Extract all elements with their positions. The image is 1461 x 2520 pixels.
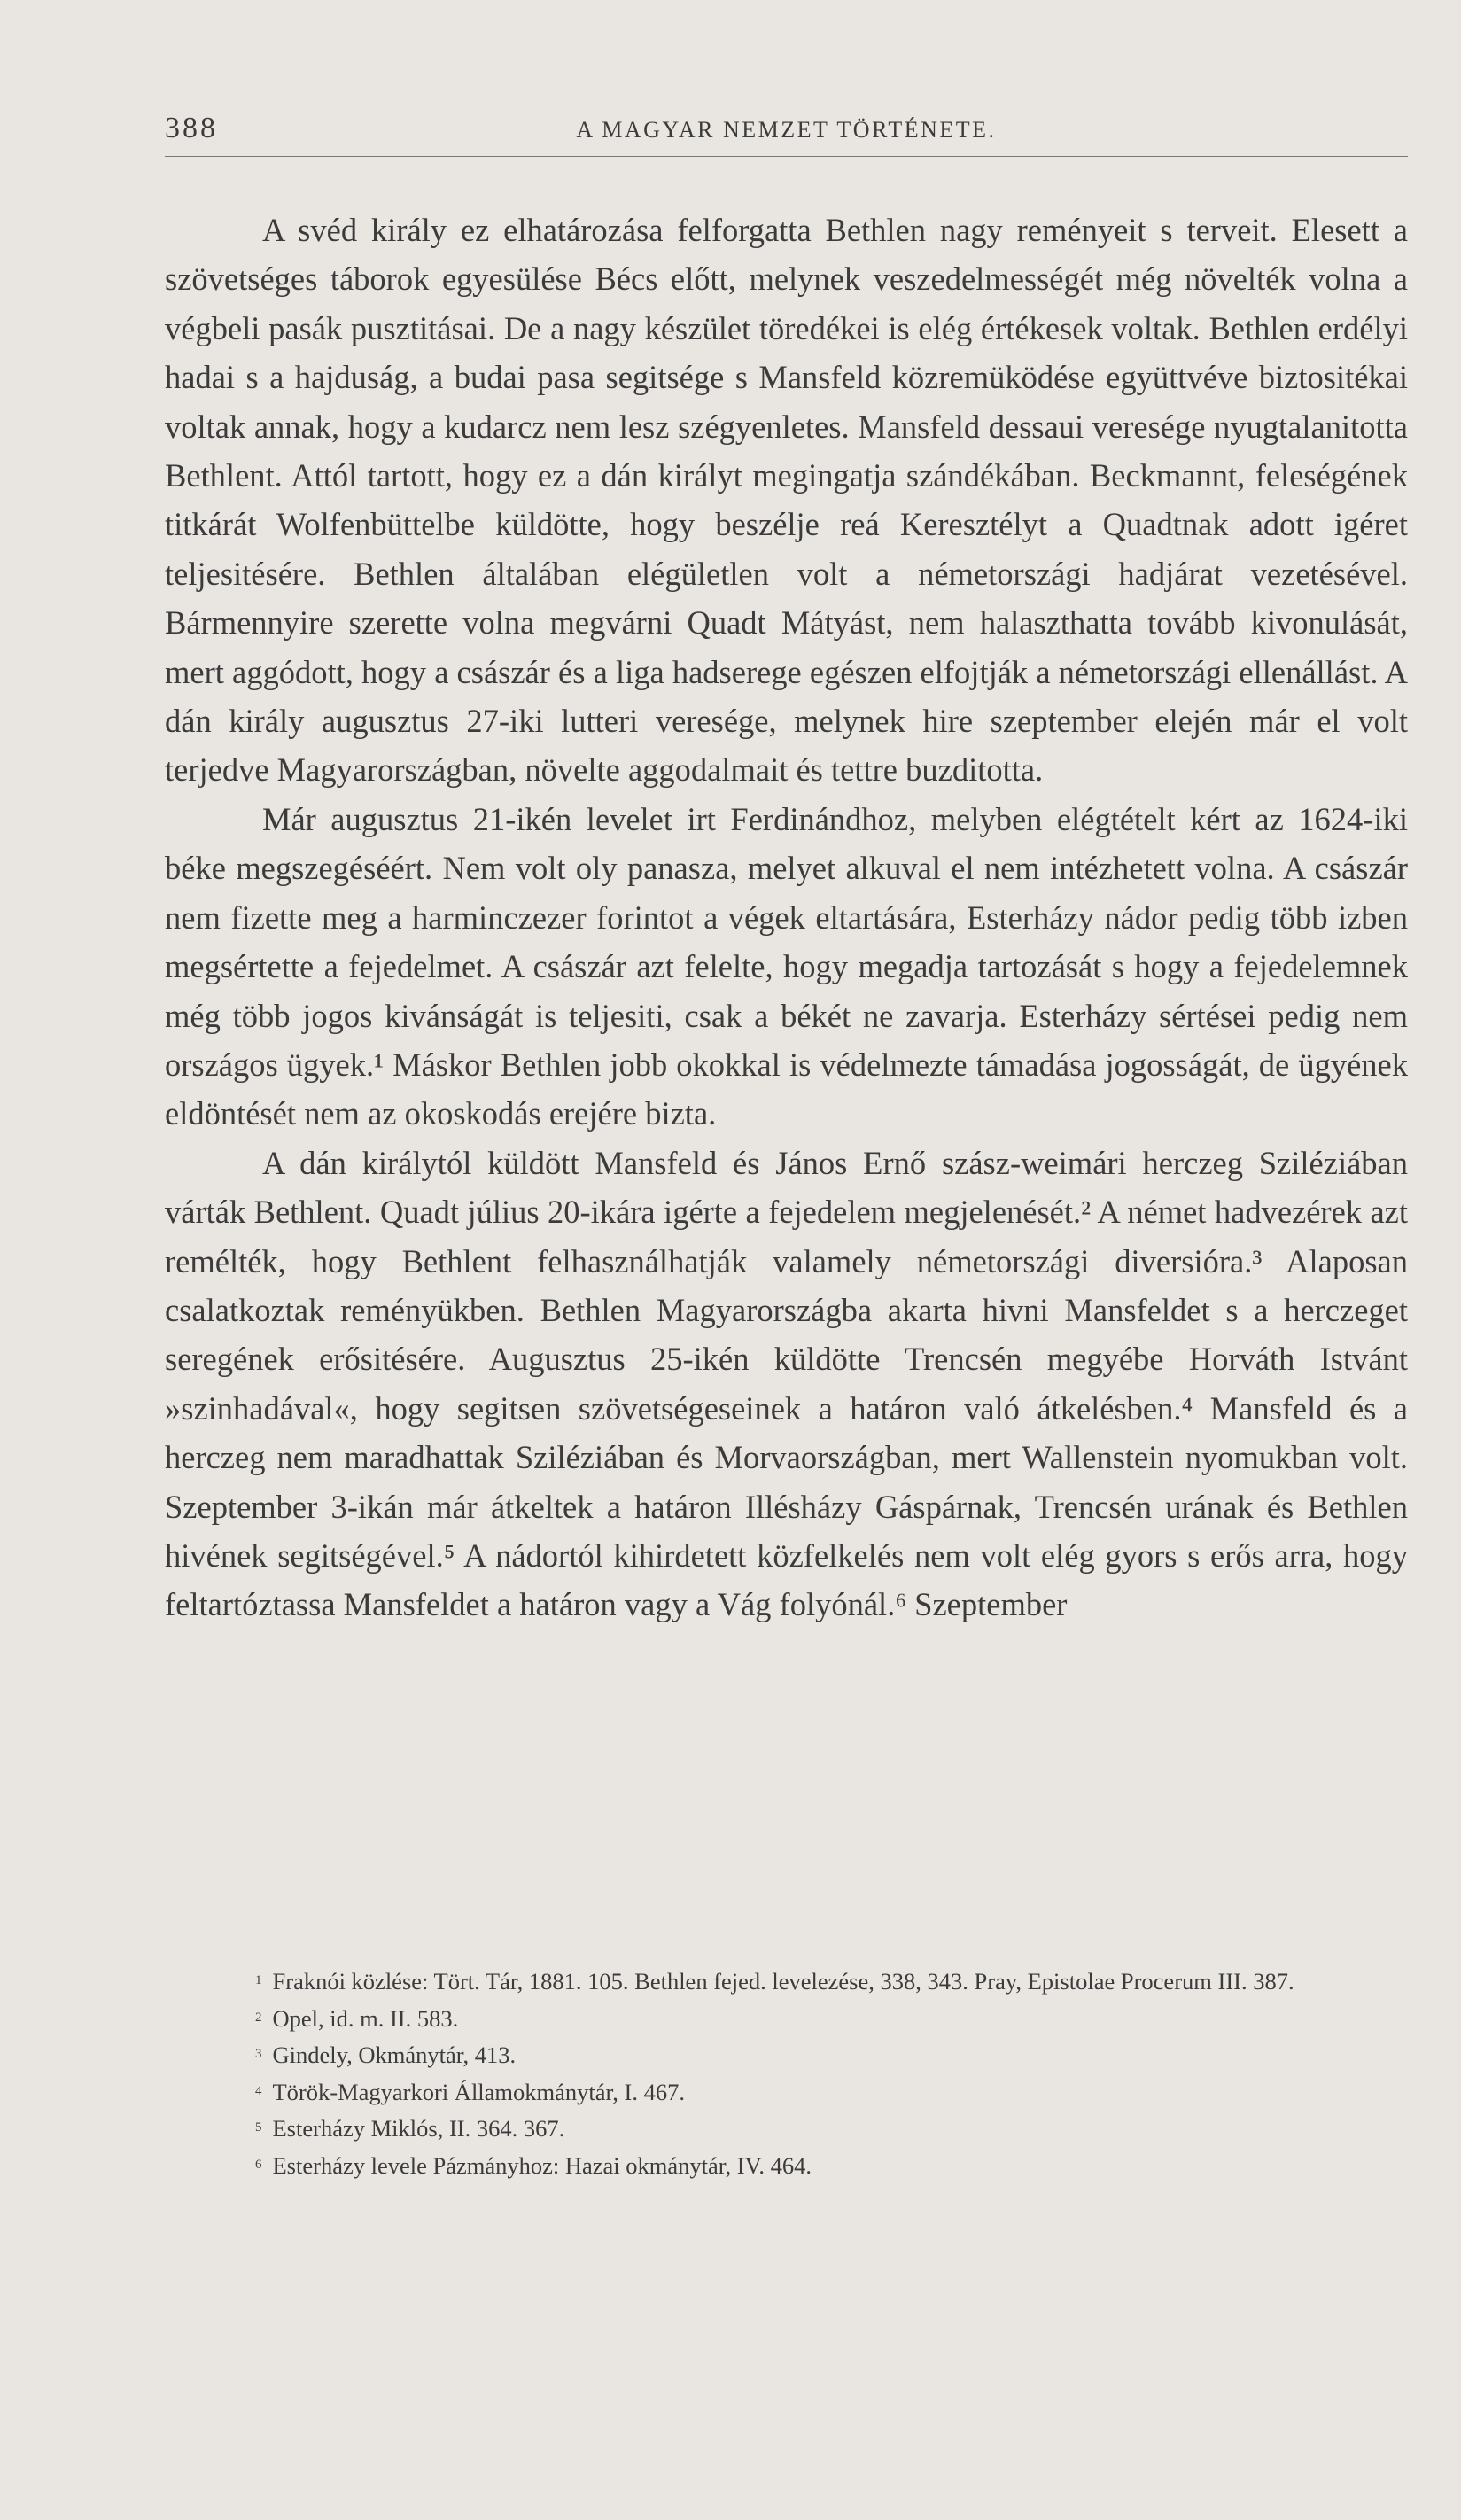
main-text bbox=[165, 206, 1408, 1629]
footnote-marker: 2 bbox=[255, 2010, 262, 2025]
footnote bbox=[165, 2110, 1408, 2147]
footnote-text: Török-Magyarkori Államokmánytár, I. 467. bbox=[272, 2078, 686, 2105]
running-title: A MAGYAR NEMZET TÖRTÉNETE. bbox=[576, 117, 997, 143]
footnotes bbox=[165, 1963, 1408, 2183]
paragraph: A dán királytól küldött Mansfeld és János Ernő szász-weimári herczeg Sziléziában várták Bethlent. Quadt július 20-ikára igérte a fejedelem megjelenését.² A német hadvezérek azt remélték, hogy Bethlent felhasználhatják valamely németországi diversióra.³ Alaposan csalatkoztak reményükben. Bethlen Magyarországba akarta hivni Mansfeldet s a herczeget seregének erősitésére. Augusztus 25-ikén küldötte Trencsén megyébe Horváth Istvánt »szinhadával«, hogy segitsen szövetségeseinek a határon való átkelésben.⁴ Mansfeld és a herczeg nem maradhattak Sziléziában és Morvaországban, mert Wallenstein nyomukban volt. Szeptember 3-ikán már átkeltek a határon Illésházy Gáspárnak, Trencsén urának és Bethlen hivének segitségével.⁵ A nádortól kihirdetett közfelkelés nem volt elég gyors s erős arra, hogy feltartóztassa Mansfeldet a határon vagy a Vág folyónál.⁶ Szeptember bbox=[165, 1144, 1408, 1623]
footnote bbox=[165, 1963, 1408, 2000]
footnote-marker: 6 bbox=[255, 2157, 262, 2172]
footnote bbox=[165, 2147, 1408, 2184]
footnote bbox=[165, 2000, 1408, 2037]
footnote bbox=[165, 2073, 1408, 2111]
footnote-marker: 4 bbox=[255, 2083, 262, 2098]
paragraph: A svéd király ez elhatározása felforgatta Bethlen nagy reményeit s terveit. Elesett a szövetséges táborok egyesülése Bécs előtt, melynek veszedelmességét még növelték volna a végbeli pasák pusztitásai. De a nagy készület töredékei is elég értékesek voltak. Bethlen erdélyi hadai s a hajduság, a budai pasa segitsége s Mansfeld közremüködése együttvéve biztositékai voltak annak, hogy a kudarcz nem lesz szégyenletes. Mansfeld dessaui veresége nyugtalanitotta Bethlent. Attól tartott, hogy ez a dán királyt megingatja szándékában. Beckmannt, feleségének titkárát Wolfenbüttelbe küldötte, hogy beszélje reá Keresztélyt a Quadtnak adott igéret teljesitésére. Bethlen általában elégületlen volt a németországi hadjárat vezetésével. Bármennyire szerette volna megvárni Quadt Mátyást, nem halaszthatta tovább kivonulását, mert aggódott, hogy a császár és a liga hadserege egészen elfojtják a németországi ellenállást. A dán király augusztus 27-iki lutteri veresége, melynek hire szeptember elején már el volt terjedve Magyarországban, növelte aggodalmait és tettre buzditotta. bbox=[165, 212, 1408, 789]
page-header bbox=[165, 105, 1408, 157]
paragraph: Már augusztus 21-ikén levelet irt Ferdinándhoz, melyben elégtételt kért az 1624-iki béke megszegéséért. Nem volt oly panasza, melyet alkuval el nem intézhetett volna. A császár nem fizette meg a harminczezer forintot a végek eltartására, Esterházy nádor pedig több izben megsértette a fejedelmet. A császár azt felelte, hogy megadja tartozását s hogy a fejedelemnek még több jogos kivánságát is teljesiti, csak a békét ne zavarja. Esterházy sértései pedig nem országos ügyek.¹ Máskor Bethlen jobb okokkal is védelmezte támadása jogosságát, de ügyének eldöntését nem az okoskodás erejére bizta. bbox=[165, 800, 1408, 1132]
footnote-text: Gindely, Okmánytár, 413. bbox=[272, 2042, 517, 2068]
footnote-marker: 1 bbox=[255, 1973, 262, 1987]
footnote-marker: 5 bbox=[255, 2120, 262, 2135]
footnote-text: Opel, id. m. II. 583. bbox=[272, 2004, 459, 2032]
footnote-marker: 3 bbox=[255, 2047, 262, 2061]
footnote-text: Esterházy levele Pázmányhoz: Hazai okmánytár, IV. 464. bbox=[272, 2151, 812, 2179]
footnote-text: Esterházy Miklós, II. 364. 367. bbox=[272, 2115, 565, 2142]
footnote bbox=[165, 2036, 1408, 2073]
page-number: 388 bbox=[165, 112, 218, 144]
footnote-text: Fraknói közlése: Tört. Tár, 1881. 105. Bethlen fejed. levelezése, 338, 343. Pray, Epistolae Procerum III. 387. bbox=[272, 1968, 1294, 1995]
